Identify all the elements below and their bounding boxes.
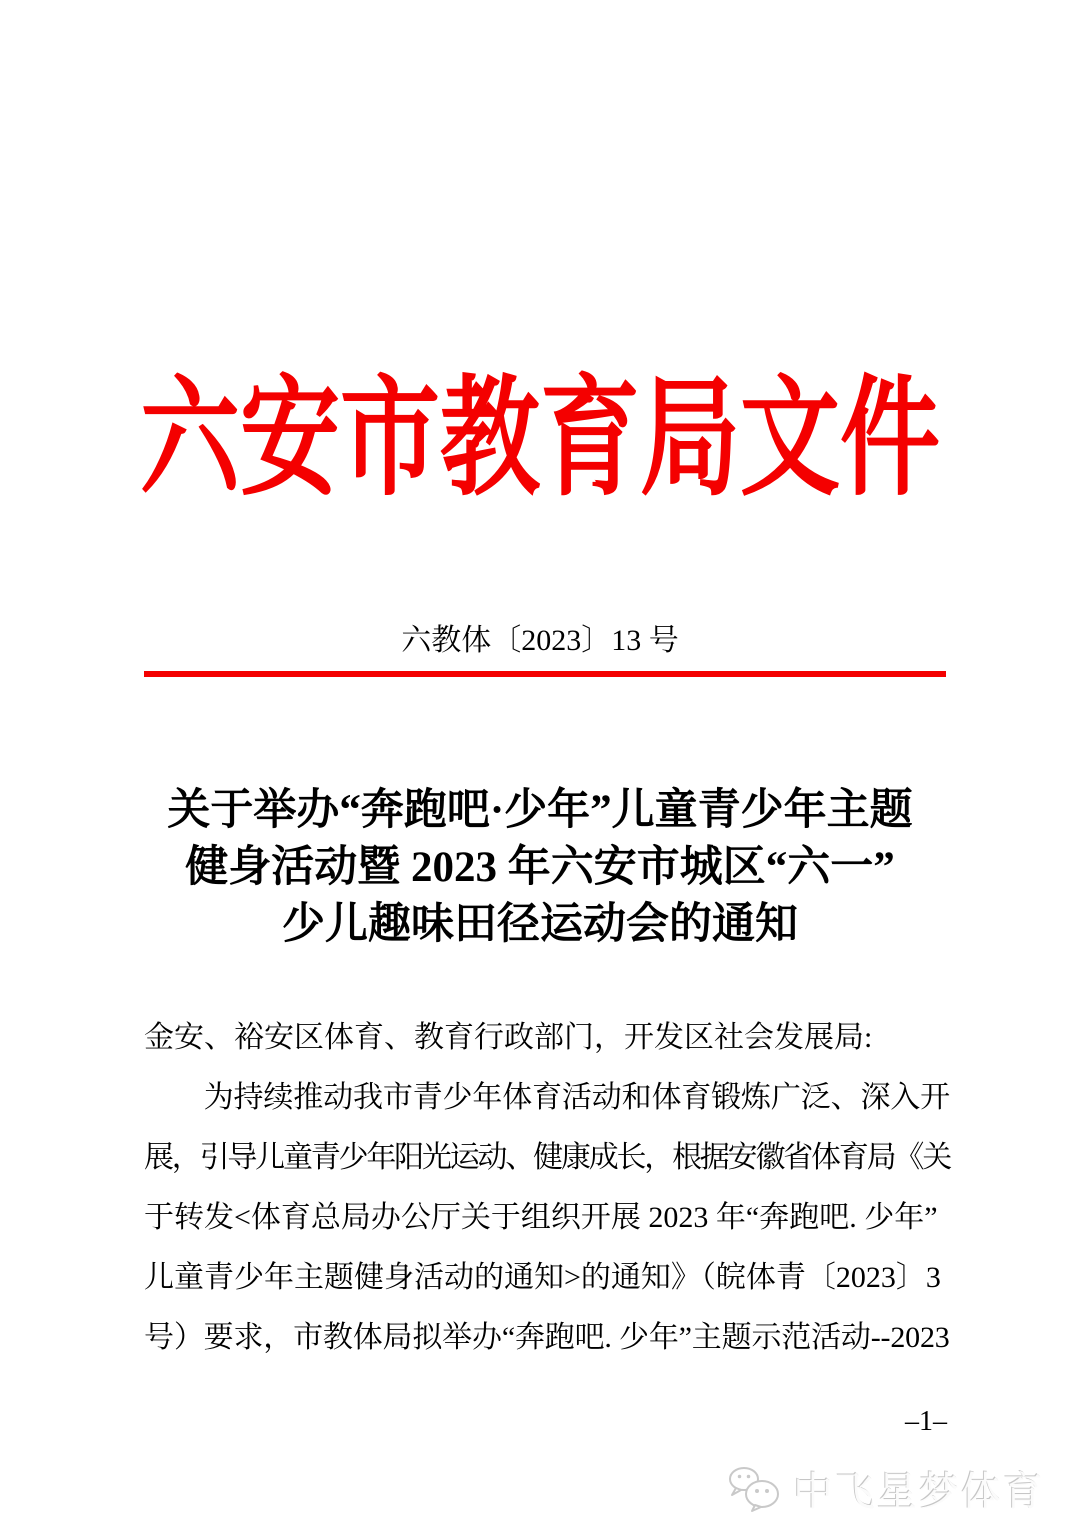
- body-text-line: 号）要求，市教体局拟举办“奔跑吧. 少年”主题示范活动--2023: [144, 1321, 950, 1354]
- watermark: [727, 1460, 1045, 1517]
- red-divider-rule: [144, 671, 946, 677]
- page-number: –1–: [905, 1406, 947, 1437]
- doc-number: 六教体〔2023〕13 号: [401, 624, 679, 657]
- body-text-line: 展，引导儿童青少年阳光运动、健康成长，根据安徽省体育局《关: [144, 1141, 950, 1174]
- document-title-line-2: 健身活动暨 2023 年六安市城区“六一”: [185, 844, 895, 891]
- document-title-line-1: 关于举办“奔跑吧·少年”儿童青少年主题: [167, 787, 913, 834]
- agency-title: 六安市教育局文件: [140, 367, 940, 512]
- document-body: [144, 1008, 950, 1368]
- document-title: [0, 782, 1080, 953]
- body-salutation-line: 金安、裕安区体育、教育行政部门，开发区社会发展局:: [144, 1021, 873, 1054]
- watermark-text: 中飞星梦体育: [793, 1470, 1045, 1514]
- body-text-line: 儿童青少年主题健身活动的通知>的通知》（皖体青〔2023〕3: [144, 1261, 941, 1294]
- document-title-line-3: 少儿趣味田径运动会的通知: [282, 901, 798, 948]
- wechat-icon: [727, 1465, 783, 1513]
- body-text-line: 于转发<体育总局办公厅关于组织开展 2023 年“奔跑吧. 少年”: [144, 1201, 938, 1234]
- body-text-line: 为持续推动我市青少年体育活动和体育锻炼广泛、深入开: [144, 1081, 950, 1114]
